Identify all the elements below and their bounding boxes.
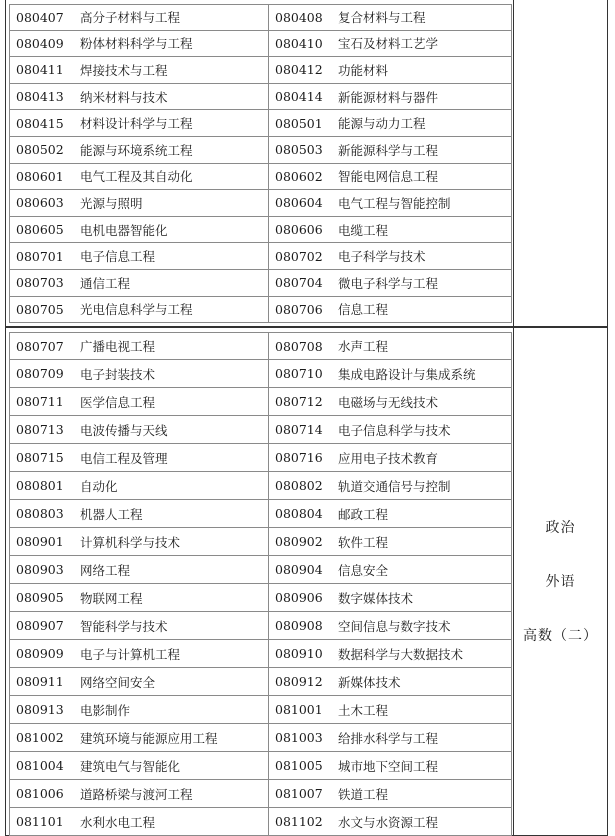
major-code: 080413 xyxy=(16,89,64,105)
major-name: 网络空间安全 xyxy=(80,674,156,690)
major-code: 080716 xyxy=(268,444,332,471)
table-row xyxy=(9,724,512,752)
major-code: 080715 xyxy=(16,450,64,465)
table-row xyxy=(9,84,512,111)
major-code: 080804 xyxy=(268,500,332,527)
major-code: 080913 xyxy=(16,702,64,717)
major-code: 080705 xyxy=(16,301,64,317)
major-code: 080410 xyxy=(268,31,332,57)
major-name: 电气工程与智能控制 xyxy=(338,195,451,211)
exam-subject: 高数（二） xyxy=(523,627,598,644)
major-name: 数字媒体技术 xyxy=(338,590,414,606)
major-code: 080707 xyxy=(16,338,64,354)
major-name: 微电子科学与工程 xyxy=(338,275,439,291)
major-name: 纳米材料与技术 xyxy=(80,89,168,105)
table-row xyxy=(9,556,512,584)
table-row xyxy=(9,31,512,58)
major-name: 道路桥梁与渡河工程 xyxy=(80,786,193,802)
major-code: 080407 xyxy=(16,9,64,25)
major-code: 080411 xyxy=(16,62,64,78)
major-code: 080412 xyxy=(268,57,332,83)
major-code: 080704 xyxy=(268,270,332,296)
major-code: 080802 xyxy=(268,472,332,499)
major-code: 080709 xyxy=(16,366,64,381)
table-row xyxy=(9,243,512,270)
table-row xyxy=(9,696,512,724)
major-name: 电机电器智能化 xyxy=(80,222,168,238)
major-name: 高分子材料与工程 xyxy=(80,10,181,26)
major-name: 软件工程 xyxy=(338,534,389,550)
major-name: 信息工程 xyxy=(338,302,389,318)
major-name: 土木工程 xyxy=(338,702,389,718)
table-row xyxy=(9,110,512,137)
major-code: 080903 xyxy=(16,562,64,577)
table-row xyxy=(9,164,512,191)
exam-subject: 政治 xyxy=(545,519,576,536)
major-name: 网络工程 xyxy=(80,562,131,578)
major-name: 能源与环境系统工程 xyxy=(80,142,193,158)
major-name: 光电信息科学与工程 xyxy=(80,302,193,318)
major-name: 广播电视工程 xyxy=(80,339,156,354)
major-code: 080601 xyxy=(16,168,64,184)
major-code: 081005 xyxy=(268,752,332,779)
major-name: 电子科学与技术 xyxy=(338,249,426,265)
major-name: 电缆工程 xyxy=(338,222,389,238)
major-code: 080501 xyxy=(268,110,332,136)
major-code: 081001 xyxy=(268,696,332,723)
table-row xyxy=(9,752,512,780)
table-row xyxy=(9,388,512,416)
major-name: 城市地下空间工程 xyxy=(338,758,439,774)
table-row xyxy=(9,780,512,808)
major-name: 电磁场与无线技术 xyxy=(338,394,439,410)
major-name: 焊接技术与工程 xyxy=(80,62,168,78)
major-code: 080606 xyxy=(268,217,332,243)
table-row xyxy=(9,217,512,244)
major-code: 080710 xyxy=(268,360,332,387)
major-code: 081007 xyxy=(268,780,332,807)
major-name: 水利水电工程 xyxy=(80,814,156,830)
table-row xyxy=(9,4,512,31)
exam-subject: 外语 xyxy=(545,573,576,590)
major-code: 080803 xyxy=(16,506,64,521)
major-name: 电子与计算机工程 xyxy=(80,646,181,662)
major-code: 080701 xyxy=(16,248,64,264)
major-code: 080909 xyxy=(16,646,64,661)
major-code: 080604 xyxy=(268,190,332,216)
major-name: 数据科学与大数据技术 xyxy=(338,646,464,662)
major-code: 080603 xyxy=(16,195,64,211)
table-row xyxy=(9,360,512,388)
major-name: 空间信息与数字技术 xyxy=(338,618,451,634)
major-code: 081006 xyxy=(16,786,64,801)
major-code: 080912 xyxy=(268,668,332,695)
major-name: 电子信息工程 xyxy=(80,249,156,265)
major-code: 080708 xyxy=(268,333,332,359)
major-code: 081003 xyxy=(268,724,332,751)
major-code: 080409 xyxy=(16,35,64,51)
table-row xyxy=(9,297,512,324)
table-row xyxy=(9,500,512,528)
major-list-2 xyxy=(9,332,512,836)
major-name: 新能源材料与器件 xyxy=(338,89,439,105)
major-code: 080907 xyxy=(16,618,64,633)
major-code: 080906 xyxy=(268,584,332,611)
major-name: 轨道交通信号与控制 xyxy=(338,478,451,494)
major-code: 080711 xyxy=(16,394,64,409)
major-name: 水文与水资源工程 xyxy=(338,814,439,830)
table-row xyxy=(9,612,512,640)
major-code: 080712 xyxy=(268,388,332,415)
major-name: 水声工程 xyxy=(338,339,389,354)
major-code: 081004 xyxy=(16,758,64,773)
major-code: 081102 xyxy=(268,808,332,835)
major-code: 080714 xyxy=(268,416,332,443)
major-name: 集成电路设计与集成系统 xyxy=(338,366,476,382)
table-section-1 xyxy=(5,0,608,327)
major-name: 建筑环境与能源应用工程 xyxy=(80,730,218,746)
table-row xyxy=(9,416,512,444)
major-code: 080415 xyxy=(16,115,64,131)
major-name: 电子封装技术 xyxy=(80,366,156,382)
major-code: 080801 xyxy=(16,478,64,493)
major-code: 080706 xyxy=(268,297,332,323)
exam-subjects-cell-1 xyxy=(514,0,607,326)
table-row xyxy=(9,528,512,556)
table-section-2 xyxy=(5,327,608,836)
major-name: 电气工程及其自动化 xyxy=(80,169,193,185)
major-code: 080911 xyxy=(16,674,64,689)
major-code: 080602 xyxy=(268,164,332,190)
major-code: 080905 xyxy=(16,590,64,605)
major-name: 给排水科学与工程 xyxy=(338,730,439,746)
table-row xyxy=(9,332,512,360)
major-code: 081101 xyxy=(16,814,64,829)
major-code: 080703 xyxy=(16,275,64,291)
major-name: 光源与照明 xyxy=(80,195,143,211)
table-row xyxy=(9,584,512,612)
table-row xyxy=(9,472,512,500)
table-row xyxy=(9,57,512,84)
major-name: 医学信息工程 xyxy=(80,394,156,410)
major-code: 080702 xyxy=(268,243,332,269)
major-name: 宝石及材料工艺学 xyxy=(338,36,439,52)
major-code: 080908 xyxy=(268,612,332,639)
major-name: 机器人工程 xyxy=(80,506,143,522)
major-name: 通信工程 xyxy=(80,275,131,291)
table-row xyxy=(9,808,512,836)
major-list-1 xyxy=(9,4,512,323)
major-code: 080713 xyxy=(16,422,64,437)
major-name: 复合材料与工程 xyxy=(338,10,426,26)
major-code: 081002 xyxy=(16,730,64,745)
table-row xyxy=(9,190,512,217)
major-name: 新能源科学与工程 xyxy=(338,142,439,158)
major-name: 智能电网信息工程 xyxy=(338,169,439,185)
major-name: 功能材料 xyxy=(338,62,389,78)
major-name: 建筑电气与智能化 xyxy=(80,758,181,774)
major-code: 080910 xyxy=(268,640,332,667)
major-name: 智能科学与技术 xyxy=(80,618,168,634)
major-name: 电子信息科学与技术 xyxy=(338,422,451,438)
major-name: 应用电子技术教育 xyxy=(338,450,439,466)
table-row xyxy=(9,270,512,297)
exam-subjects-cell xyxy=(514,328,607,835)
major-name: 邮政工程 xyxy=(338,506,389,522)
major-name: 材料设计科学与工程 xyxy=(80,116,193,132)
major-name: 新媒体技术 xyxy=(338,674,401,690)
major-code: 080605 xyxy=(16,222,64,238)
major-name: 物联网工程 xyxy=(80,590,143,606)
major-code: 080502 xyxy=(16,142,64,158)
major-name: 自动化 xyxy=(80,478,118,494)
major-name: 能源与动力工程 xyxy=(338,116,426,132)
major-name: 粉体材料科学与工程 xyxy=(80,36,193,52)
major-code: 080408 xyxy=(268,5,332,30)
major-code: 080901 xyxy=(16,534,64,549)
major-code: 080902 xyxy=(268,528,332,555)
table-row xyxy=(9,640,512,668)
major-name: 信息安全 xyxy=(338,562,389,578)
major-code: 080503 xyxy=(268,137,332,163)
major-name: 计算机科学与技术 xyxy=(80,534,181,550)
document-table xyxy=(5,0,610,836)
major-name: 电信工程及管理 xyxy=(80,450,168,466)
major-name: 铁道工程 xyxy=(338,786,389,802)
major-name: 电波传播与天线 xyxy=(80,422,168,438)
table-row xyxy=(9,137,512,164)
table-row xyxy=(9,668,512,696)
major-name: 电影制作 xyxy=(80,702,131,718)
major-code: 080904 xyxy=(268,556,332,583)
major-code: 080414 xyxy=(268,84,332,110)
table-row xyxy=(9,444,512,472)
